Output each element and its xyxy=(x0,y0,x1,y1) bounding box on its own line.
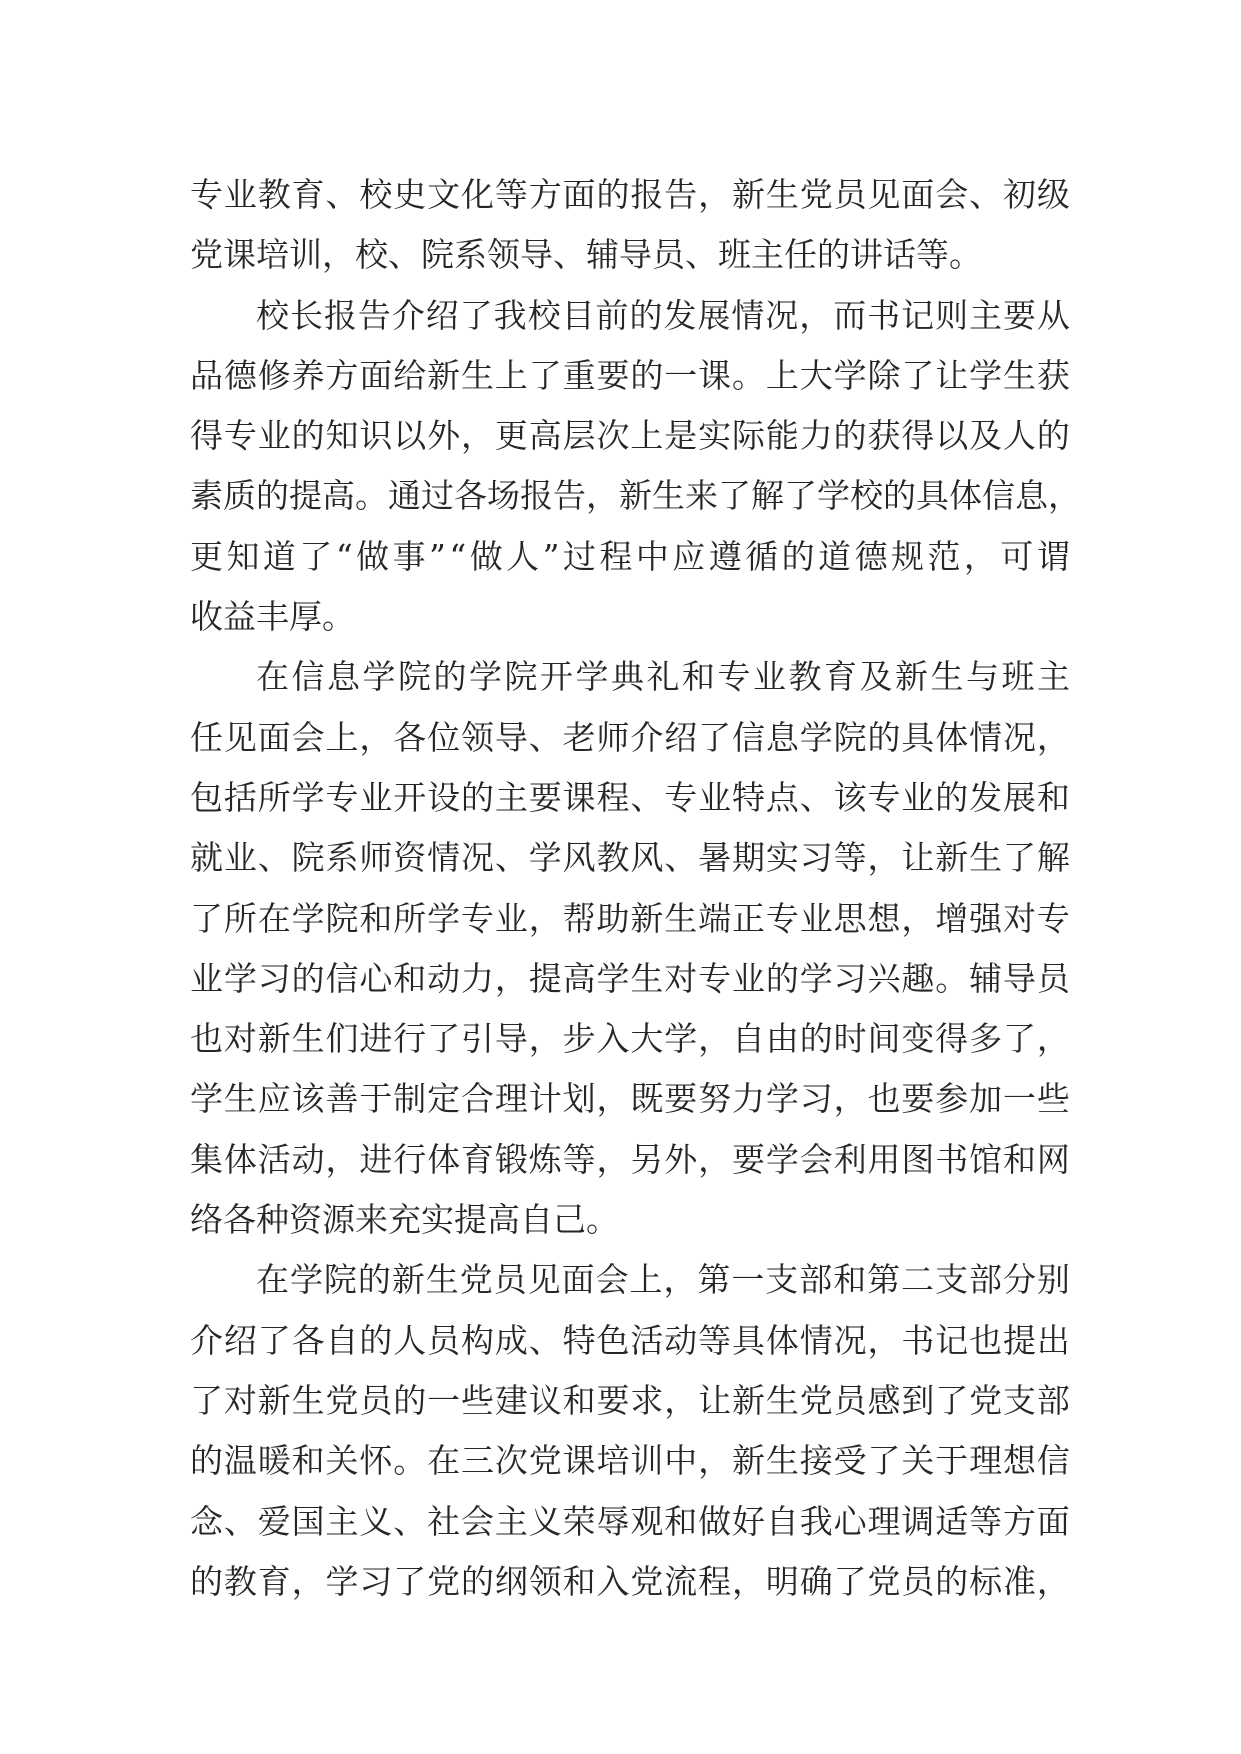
text-line: 了 所 在 学 院 和 所 学 专 业 ， 帮 助 新 生 端 正 专 业 思 想 ， 增 强 对 专 xyxy=(190,898,1070,938)
text-line: 念 、 爱 国 主 义 、 社 会 主 义 荣 辱 观 和 做 好 自 我 心 理 调 适 等 方 面 xyxy=(190,1501,1070,1541)
text-line: 介 绍 了 各 自 的 人 员 构 成 、 特 色 活 动 等 具 体 情 况 ， 书 记 也 提 出 xyxy=(190,1320,1070,1360)
text-line: 的 温 暖 和 关 怀 。 在 三 次 党 课 培 训 中 ， 新 生 接 受 了 关 于 理 想 信 xyxy=(190,1441,1070,1481)
text-line: 包 括 所 学 专 业 开 设 的 主 要 课 程 、 专 业 特 点 、 该 专 业 的 发 展 和 xyxy=(190,777,1070,817)
text-line: 任 见 面 会 上 ， 各 位 领 导 、 老 师 介 绍 了 信 息 学 院 的 具 体 情 况 ， xyxy=(190,717,1070,757)
text-line: 络 各 种 资 源 来 充 实 提 高 自 己 。 xyxy=(190,1200,619,1240)
text-line: 得 专 业 的 知 识 以 外 ， 更 高 层 次 上 是 实 际 能 力 的 获 得 以 及 人 的 xyxy=(190,416,1070,456)
text-line: 业 学 习 的 信 心 和 动 力 ， 提 高 学 生 对 专 业 的 学 习 兴 趣 。 辅 导 员 xyxy=(190,958,1070,998)
text-line: 更 知 道 了 “ 做 事 ” “ 做 人 ” 过 程 中 应 遵 循 的 道 德 规 范 ， 可 谓 xyxy=(190,536,1070,576)
text-line: 也 对 新 生 们 进 行 了 引 导 ， 步 入 大 学 ， 自 由 的 时 间 变 得 多 了 ， xyxy=(190,1019,1070,1059)
text-line: 学 生 应 该 善 于 制 定 合 理 计 划 ， 既 要 努 力 学 习 ， 也 要 参 加 一 些 xyxy=(190,1079,1070,1119)
text-line: 在 学 院 的 新 生 党 员 见 面 会 上 ， 第 一 支 部 和 第 二 支 部 分 别 xyxy=(256,1260,1070,1300)
text-line: 校 长 报 告 介 绍 了 我 校 目 前 的 发 展 情 况 ， 而 书 记 则 主 要 从 xyxy=(256,295,1070,335)
text-line: 的 教 育 ， 学 习 了 党 的 纲 领 和 入 党 流 程 ， 明 确 了 党 员 的 标 准 ， xyxy=(190,1561,1070,1601)
text-line: 素 质 的 提 高 。 通 过 各 场 报 告 ， 新 生 来 了 解 了 学 校 的 具 体 信 息 ， xyxy=(190,476,1081,516)
text-line: 专 业 教 育 、 校 史 文 化 等 方 面 的 报 告 ， 新 生 党 员 见 面 会 、 初 级 xyxy=(190,175,1070,214)
text-line: 就 业 、 院 系 师 资 情 况 、 学 风 教 风 、 暑 期 实 习 等 ， 让 新 生 了 解 xyxy=(190,838,1070,878)
body-text xyxy=(190,165,1081,1612)
text-line: 在 信 息 学 院 的 学 院 开 学 典 礼 和 专 业 教 育 及 新 生 与 班 主 xyxy=(256,657,1070,697)
text-line: 了 对 新 生 党 员 的 一 些 建 议 和 要 求 ， 让 新 生 党 员 感 到 了 党 支 部 xyxy=(190,1380,1070,1420)
text-line: 集 体 活 动 ， 进 行 体 育 锻 炼 等 ， 另 外 ， 要 学 会 利 用 图 书 馆 和 网 xyxy=(190,1139,1070,1179)
text-line: 党 课 培 训 ， 校 、 院 系 领 导 、 辅 导 员 、 班 主 任 的 讲 话 等 。 xyxy=(190,235,982,275)
text-line: 品 德 修 养 方 面 给 新 生 上 了 重 要 的 一 课 。 上 大 学 除 了 让 学 生 获 xyxy=(190,355,1070,395)
text-line: 收 益 丰 厚 。 xyxy=(190,597,355,637)
